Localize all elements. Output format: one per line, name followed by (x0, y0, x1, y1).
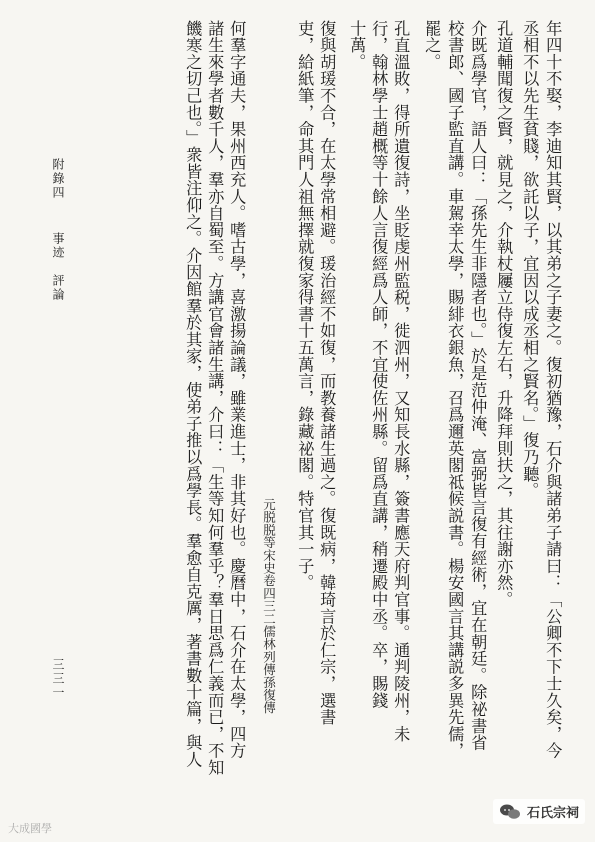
section-label: 事迹 評論 (51, 232, 65, 302)
text-column-12: 何羣字通夫，果州西充人。嗜古學，喜激揚論議，雖業進士，非其好也。慶曆中，石介在太學，四方 (227, 20, 247, 760)
page-number: 三三一 (51, 658, 65, 700)
watermark-right-text: 石氏宗祠 (526, 806, 579, 821)
text-column-5: 校書郎、國子監直講。車駕幸太學，賜緋衣銀魚，召爲邇英閣祗候説書。楊安國言其講説多異先儒， (445, 20, 465, 760)
source-citation: 元脱脱等宋史卷四三二儒林列傳孫復傳 (261, 498, 277, 714)
appendix-label: 附錄四 (51, 158, 65, 200)
text-column-7: 孔直溫敗，得所遺復詩，坐貶虔州監税，徙泗州，又知長水縣，簽書應天府判官事。通判陵州，未 (391, 20, 411, 743)
text-column-9: 十萬。 (347, 20, 367, 71)
text-column-6: 罷之。 (422, 20, 442, 71)
watermark-right (493, 799, 585, 824)
text-column-8: 行，翰林學士趙概等十餘人言復經爲人師，不宜使佐州縣。留爲直講，稍遷殿中丞。卒，賜錢 (369, 20, 389, 709)
watermark-left: 大成國學 (8, 822, 52, 835)
text-column-4: 介既爲學官，語人曰：「孫先生非隱者也。」於是范仲淹、富弼皆言復有經術，宜在朝廷。除祕書省 (468, 20, 488, 752)
text-column-13: 諸生來學者數千人，羣亦自蜀至。方講官會諸生講，介曰：「生等知何羣乎？羣日思爲仁義而已，不知 (205, 20, 225, 776)
text-column-11: 吏，給紙筆，命其門人祖無擇就復家得書十五萬言，錄藏祕閣。特官其一子。 (295, 20, 315, 592)
text-column-10: 復與胡瑗不合，在太學常相避。瑗治經不如復，而教養諸生過之。復既病，韓琦言於仁宗，選書 (317, 20, 337, 726)
chat-bubble-icon (499, 803, 521, 821)
text-column-3: 孔道輔聞復之賢，就見之，介執杖屨立侍復左右，升降拜則扶之，其往謝亦然。 (494, 20, 514, 608)
text-column-14: 饑寒之切己也。」衆皆注仰之。介因館羣於其家，使弟子推以爲學長。羣愈自克厲，著書數十篇，與人 (183, 20, 203, 768)
text-column-1: 年四十不娶，李迪知其賢，以其弟之子妻之。復初猶豫，石介與諸弟子請曰：「公卿不下士久矣，今 (543, 20, 563, 760)
text-column-2: 丞相不以先生貧賤，欲託以子，宜因以成丞相之賢名。」復乃聽。 (520, 20, 540, 500)
